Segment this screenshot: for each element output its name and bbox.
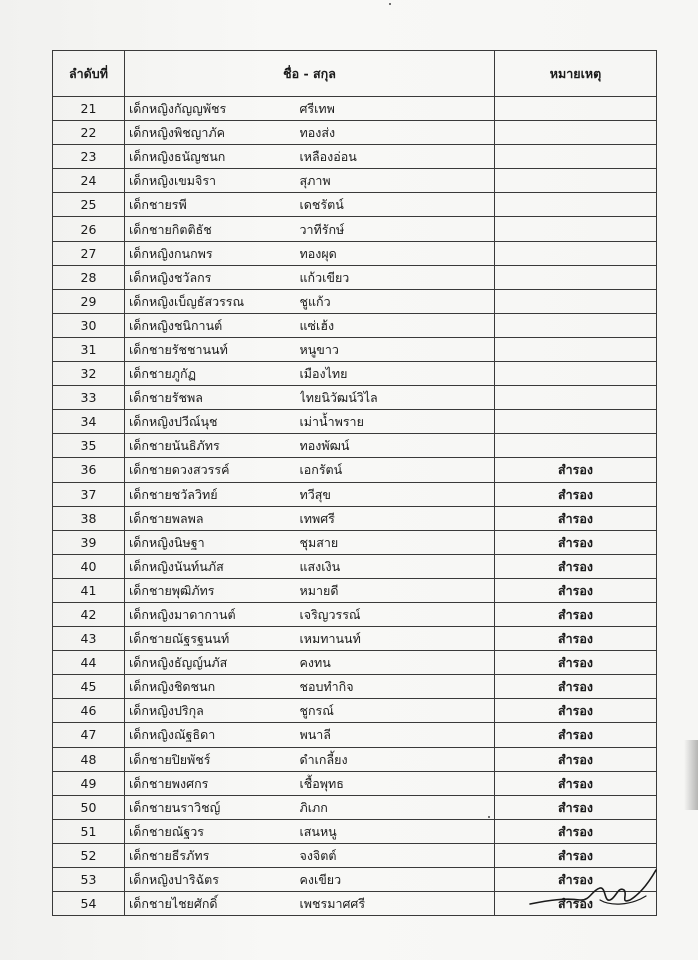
row-last-name: พนาลี	[300, 723, 495, 747]
row-number: 24	[53, 169, 125, 193]
header-name: ชื่อ - สกุล	[125, 51, 495, 97]
row-first-name: เด็กชายไชยศักดิ์	[125, 892, 300, 916]
table-row	[53, 169, 657, 193]
table-row	[53, 265, 657, 289]
row-number: 35	[53, 434, 125, 458]
row-first-name: เด็กชายกิตติธัช	[125, 217, 300, 241]
row-number: 42	[53, 602, 125, 626]
row-note: สำรอง	[495, 651, 657, 675]
row-first-name: เด็กหญิงพิชญาภัค	[125, 121, 300, 145]
row-last-name: สุภาพ	[300, 169, 495, 193]
row-last-name: เอกรัตน์	[300, 458, 495, 482]
table-row	[53, 145, 657, 169]
table-row	[53, 795, 657, 819]
row-number: 27	[53, 241, 125, 265]
row-first-name: เด็กหญิงนันท์นภัส	[125, 554, 300, 578]
row-note	[495, 169, 657, 193]
row-number: 21	[53, 97, 125, 121]
row-note: สำรอง	[495, 699, 657, 723]
row-first-name: เด็กหญิงนิษฐา	[125, 530, 300, 554]
row-last-name: เพชรมาศศรี	[300, 892, 495, 916]
row-number: 48	[53, 747, 125, 771]
table-row	[53, 627, 657, 651]
row-note	[495, 193, 657, 217]
row-first-name: เด็กหญิงปริกุล	[125, 699, 300, 723]
row-last-name: เชื้อพุทธ	[300, 771, 495, 795]
row-last-name: ดำเกลี้ยง	[300, 747, 495, 771]
table-row	[53, 193, 657, 217]
row-last-name: ศรีเทพ	[300, 97, 495, 121]
table-row	[53, 675, 657, 699]
row-first-name: เด็กหญิงปวีณ์นุช	[125, 410, 300, 434]
table-row	[53, 747, 657, 771]
row-first-name: เด็กชายภูกัฏ	[125, 362, 300, 386]
row-first-name: เด็กหญิงณัฐธิดา	[125, 723, 300, 747]
table-row	[53, 602, 657, 626]
row-last-name: ทองพัฒน์	[300, 434, 495, 458]
row-first-name: เด็กหญิงกัญญพัชร	[125, 97, 300, 121]
row-number: 43	[53, 627, 125, 651]
row-first-name: เด็กชายธีรภัทร	[125, 843, 300, 867]
row-note: สำรอง	[495, 482, 657, 506]
table-row	[53, 337, 657, 361]
row-number: 37	[53, 482, 125, 506]
row-note: สำรอง	[495, 506, 657, 530]
row-first-name: เด็กชายชวัลวิทย์	[125, 482, 300, 506]
header-number: ลำดับที่	[53, 51, 125, 97]
row-note	[495, 337, 657, 361]
table-row	[53, 362, 657, 386]
row-note	[495, 362, 657, 386]
row-number: 47	[53, 723, 125, 747]
row-first-name: เด็กชายพงศกร	[125, 771, 300, 795]
row-note: สำรอง	[495, 747, 657, 771]
row-number: 29	[53, 289, 125, 313]
row-number: 26	[53, 217, 125, 241]
row-note	[495, 121, 657, 145]
row-number: 33	[53, 386, 125, 410]
row-note: สำรอง	[495, 458, 657, 482]
row-number: 28	[53, 265, 125, 289]
table-row	[53, 868, 657, 892]
row-last-name: คงทน	[300, 651, 495, 675]
row-last-name: ชูแก้ว	[300, 289, 495, 313]
row-note: สำรอง	[495, 675, 657, 699]
row-first-name: เด็กชายนราวิชญ์	[125, 795, 300, 819]
row-first-name: เด็กหญิงเขมจิรา	[125, 169, 300, 193]
table-row	[53, 458, 657, 482]
row-note	[495, 145, 657, 169]
row-note	[495, 410, 657, 434]
row-note	[495, 217, 657, 241]
row-number: 34	[53, 410, 125, 434]
row-first-name: เด็กชายพุฒิภัทร	[125, 578, 300, 602]
table-row	[53, 651, 657, 675]
row-last-name: เหลืองอ่อน	[300, 145, 495, 169]
row-note: สำรอง	[495, 530, 657, 554]
row-last-name: ภิเภก	[300, 795, 495, 819]
row-note: สำรอง	[495, 578, 657, 602]
row-first-name: เด็กหญิงชนิกานต์	[125, 313, 300, 337]
row-number: 51	[53, 819, 125, 843]
scan-speck	[389, 3, 391, 5]
table-row	[53, 892, 657, 916]
row-last-name: ไทยนิวัฒน์วิไล	[300, 386, 495, 410]
row-note	[495, 97, 657, 121]
scan-speck	[488, 816, 490, 818]
row-first-name: เด็กชายรัชชานนท์	[125, 337, 300, 361]
row-note: สำรอง	[495, 554, 657, 578]
row-first-name: เด็กหญิงมาดากานต์	[125, 602, 300, 626]
row-last-name: หมายดี	[300, 578, 495, 602]
row-last-name: จงจิตต์	[300, 843, 495, 867]
table-row	[53, 723, 657, 747]
row-last-name: เจริญวรรณ์	[300, 602, 495, 626]
row-number: 38	[53, 506, 125, 530]
table-row	[53, 313, 657, 337]
row-last-name: วาทีรักษ์	[300, 217, 495, 241]
row-first-name: เด็กหญิงกนกพร	[125, 241, 300, 265]
row-last-name: ชอบทำกิจ	[300, 675, 495, 699]
row-last-name: เม่าน้ำพราย	[300, 410, 495, 434]
table-row	[53, 530, 657, 554]
table-row	[53, 410, 657, 434]
row-number: 31	[53, 337, 125, 361]
row-first-name: เด็กหญิงชวัลกร	[125, 265, 300, 289]
row-last-name: หนูขาว	[300, 337, 495, 361]
row-note: สำรอง	[495, 602, 657, 626]
row-note	[495, 241, 657, 265]
row-number: 23	[53, 145, 125, 169]
row-last-name: เดชรัตน์	[300, 193, 495, 217]
row-last-name: ทวีสุข	[300, 482, 495, 506]
row-note	[495, 289, 657, 313]
row-last-name: เมืองไทย	[300, 362, 495, 386]
row-number: 36	[53, 458, 125, 482]
table-row	[53, 434, 657, 458]
row-first-name: เด็กชายรัชพล	[125, 386, 300, 410]
row-number: 41	[53, 578, 125, 602]
table-header-row	[53, 51, 657, 97]
row-note	[495, 434, 657, 458]
row-last-name: แซ่เฮ้ง	[300, 313, 495, 337]
row-note	[495, 313, 657, 337]
row-last-name: เทพศรี	[300, 506, 495, 530]
row-number: 54	[53, 892, 125, 916]
row-first-name: เด็กชายณัฐรฐนนท์	[125, 627, 300, 651]
row-first-name: เด็กชายนันธิภัทร	[125, 434, 300, 458]
row-last-name: แก้วเขียว	[300, 265, 495, 289]
row-first-name: เด็กหญิงธนัญชนก	[125, 145, 300, 169]
row-number: 44	[53, 651, 125, 675]
table-row	[53, 121, 657, 145]
row-number: 40	[53, 554, 125, 578]
row-number: 32	[53, 362, 125, 386]
row-first-name: เด็กชายณัฐวร	[125, 819, 300, 843]
row-last-name: แสงเงิน	[300, 554, 495, 578]
table-body	[53, 97, 657, 916]
row-first-name: เด็กชายดวงสวรรค์	[125, 458, 300, 482]
row-number: 39	[53, 530, 125, 554]
row-number: 45	[53, 675, 125, 699]
row-note: สำรอง	[495, 795, 657, 819]
table-row	[53, 289, 657, 313]
row-last-name: ทองผุด	[300, 241, 495, 265]
table-row	[53, 386, 657, 410]
row-note: สำรอง	[495, 627, 657, 651]
table-row	[53, 97, 657, 121]
row-note	[495, 265, 657, 289]
student-roster-table	[52, 50, 657, 916]
page-edge-shadow	[684, 740, 698, 810]
table-row	[53, 771, 657, 795]
row-number: 52	[53, 843, 125, 867]
row-note: สำรอง	[495, 723, 657, 747]
table-row	[53, 506, 657, 530]
row-note: สำรอง	[495, 819, 657, 843]
table-row	[53, 554, 657, 578]
row-first-name: เด็กหญิงธัญญ์นภัส	[125, 651, 300, 675]
table-row	[53, 482, 657, 506]
header-note: หมายเหตุ	[495, 51, 657, 97]
row-first-name: เด็กหญิงปาริฉัตร	[125, 868, 300, 892]
row-last-name: ชุมสาย	[300, 530, 495, 554]
row-number: 53	[53, 868, 125, 892]
table-row	[53, 241, 657, 265]
row-note: สำรอง	[495, 868, 657, 892]
row-last-name: ชูกรณ์	[300, 699, 495, 723]
row-note: สำรอง	[495, 892, 657, 916]
row-number: 46	[53, 699, 125, 723]
row-number: 49	[53, 771, 125, 795]
table-row	[53, 217, 657, 241]
row-first-name: เด็กชายปิยพัชร์	[125, 747, 300, 771]
table-row	[53, 578, 657, 602]
row-number: 50	[53, 795, 125, 819]
row-note: สำรอง	[495, 771, 657, 795]
row-last-name: คงเขียว	[300, 868, 495, 892]
row-number: 22	[53, 121, 125, 145]
row-note: สำรอง	[495, 843, 657, 867]
row-first-name: เด็กชายรพี	[125, 193, 300, 217]
row-note	[495, 386, 657, 410]
row-last-name: เสนหนู	[300, 819, 495, 843]
table-row	[53, 843, 657, 867]
table-row	[53, 819, 657, 843]
row-first-name: เด็กชายพลพล	[125, 506, 300, 530]
row-number: 25	[53, 193, 125, 217]
row-last-name: ทองส่ง	[300, 121, 495, 145]
row-first-name: เด็กหญิงเบ็ญธัสวรรณ	[125, 289, 300, 313]
row-number: 30	[53, 313, 125, 337]
table-row	[53, 699, 657, 723]
row-first-name: เด็กหญิงชิดชนก	[125, 675, 300, 699]
row-last-name: เหมทานนท์	[300, 627, 495, 651]
